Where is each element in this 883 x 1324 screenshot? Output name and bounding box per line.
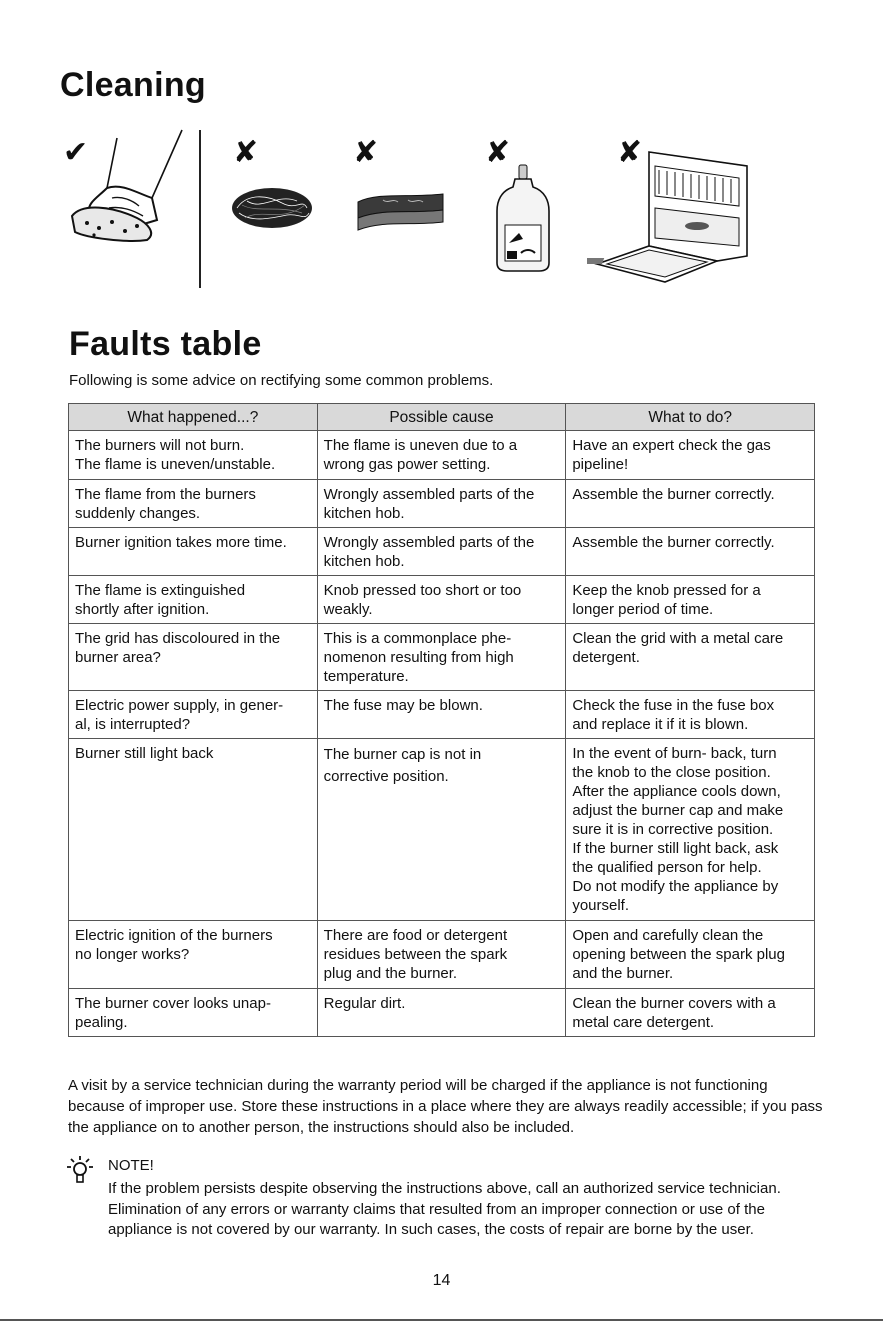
table-cell-solution: Clean the burner covers with a metal care detergent. — [566, 989, 815, 1037]
table-row — [69, 921, 815, 989]
warranty-paragraph: A visit by a service technician during the warranty period will be charged if the appliance is not functioning because of improper use. Store these instructions in a place where they are always readily accessible; if you pass the appliance on to another person, the instructions should also be included. — [68, 1077, 823, 1136]
table-row — [69, 431, 815, 480]
table-cell-problem: Electric power supply, in gener- al, is interrupted? — [69, 691, 318, 739]
column-header: What to do? — [566, 404, 815, 431]
table-cell-solution: Assemble the burner correctly. — [566, 528, 815, 576]
table-cell-problem: The grid has discoloured in the burner area? — [69, 624, 318, 691]
steel-wool-icon — [227, 183, 317, 233]
table-cell-cause: The flame is uneven due to a wrong gas power setting. — [317, 431, 566, 480]
table-cell-problem: The burner cover looks unap- pealing. — [69, 989, 318, 1037]
faults-intro: Following is some advice on rectifying some common problems. — [69, 372, 494, 389]
table-row — [69, 739, 815, 921]
table-cell-cause: This is a commonplace phe- nomenon resulting from high temperature. — [317, 624, 566, 691]
cleaning-title: Cleaning — [60, 66, 206, 104]
faults-table — [68, 403, 815, 1037]
faults-title: Faults table — [69, 325, 262, 363]
cross-mark-icon: ✘ — [233, 136, 259, 169]
table-cell-cause: The burner cap is not in corrective position. — [317, 739, 566, 921]
table-cell-problem: The flame from the burners suddenly changes. — [69, 480, 318, 528]
table-cell-solution: Assemble the burner correctly. — [566, 480, 815, 528]
note-heading: NOTE! — [108, 1157, 154, 1174]
table-cell-cause: The fuse may be blown. — [317, 691, 566, 739]
table-header-row — [69, 404, 815, 431]
cross-mark-icon: ✘ — [485, 136, 511, 169]
table-cell-solution: Clean the grid with a metal care detergent. — [566, 624, 815, 691]
table-cell-cause: Wrongly assembled parts of the kitchen hob. — [317, 528, 566, 576]
table-cell-solution: Check the fuse in the fuse box and replace it if it is blown. — [566, 691, 815, 739]
cleaning-illustrations — [55, 128, 835, 293]
dishwasher-icon — [587, 146, 757, 286]
table-cell-solution: Keep the knob pressed for a longer period of time. — [566, 576, 815, 624]
table-cell-cause: Wrongly assembled parts of the kitchen hob. — [317, 480, 566, 528]
detergent-bottle-icon — [493, 163, 553, 273]
table-cell-cause: Regular dirt. — [317, 989, 566, 1037]
illustration-divider — [199, 130, 201, 288]
table-cell-solution: Open and carefully clean the opening between the spark plug and the burner. — [566, 921, 815, 989]
page-number: 14 — [432, 1272, 451, 1289]
column-header: What happened...? — [69, 404, 318, 431]
table-cell-problem: Burner ignition takes more time. — [69, 528, 318, 576]
table-cell-solution: Have an expert check the gas pipeline! — [566, 431, 815, 480]
table-row — [69, 480, 815, 528]
table-cell-problem: Burner still light back — [69, 739, 318, 921]
check-mark-icon: ✔ — [63, 136, 89, 169]
cross-mark-icon: ✘ — [353, 136, 379, 169]
bottom-rule — [0, 1319, 883, 1321]
table-row — [69, 989, 815, 1037]
column-header: Possible cause — [317, 404, 566, 431]
hand-sponge-icon — [67, 128, 187, 248]
table-row — [69, 528, 815, 576]
table-cell-cause: Knob pressed too short or too weakly. — [317, 576, 566, 624]
table-cell-solution: In the event of burn- back, turn the knob to the close position. After the appliance cools down, adjust the burner cap and make sure it is in corrective position. If the burner still light back, ask the qualified person for help. Do not modify the appliance by yourself. — [566, 739, 815, 921]
table-cell-problem: The flame is extinguished shortly after ignition. — [69, 576, 318, 624]
table-row — [69, 624, 815, 691]
table-cell-cause: There are food or detergent residues between the spark plug and the burner. — [317, 921, 566, 989]
scouring-pad-icon — [353, 188, 448, 233]
table-row — [69, 576, 815, 624]
table-row — [69, 691, 815, 739]
table-cell-problem: The burners will not burn. The flame is uneven/unstable. — [69, 431, 318, 480]
note-body: If the problem persists despite observing the instructions above, call an authorized service technician. Elimination of any errors or warranty claims that resulted from an improper connection or use of the appliance is not covered by our warranty. In such cases, the costs of repair are borne by the user. — [108, 1180, 781, 1238]
table-cell-problem: Electric ignition of the burners no longer works? — [69, 921, 318, 989]
cross-mark-icon: ✘ — [617, 136, 643, 169]
lightbulb-icon — [66, 1155, 94, 1185]
